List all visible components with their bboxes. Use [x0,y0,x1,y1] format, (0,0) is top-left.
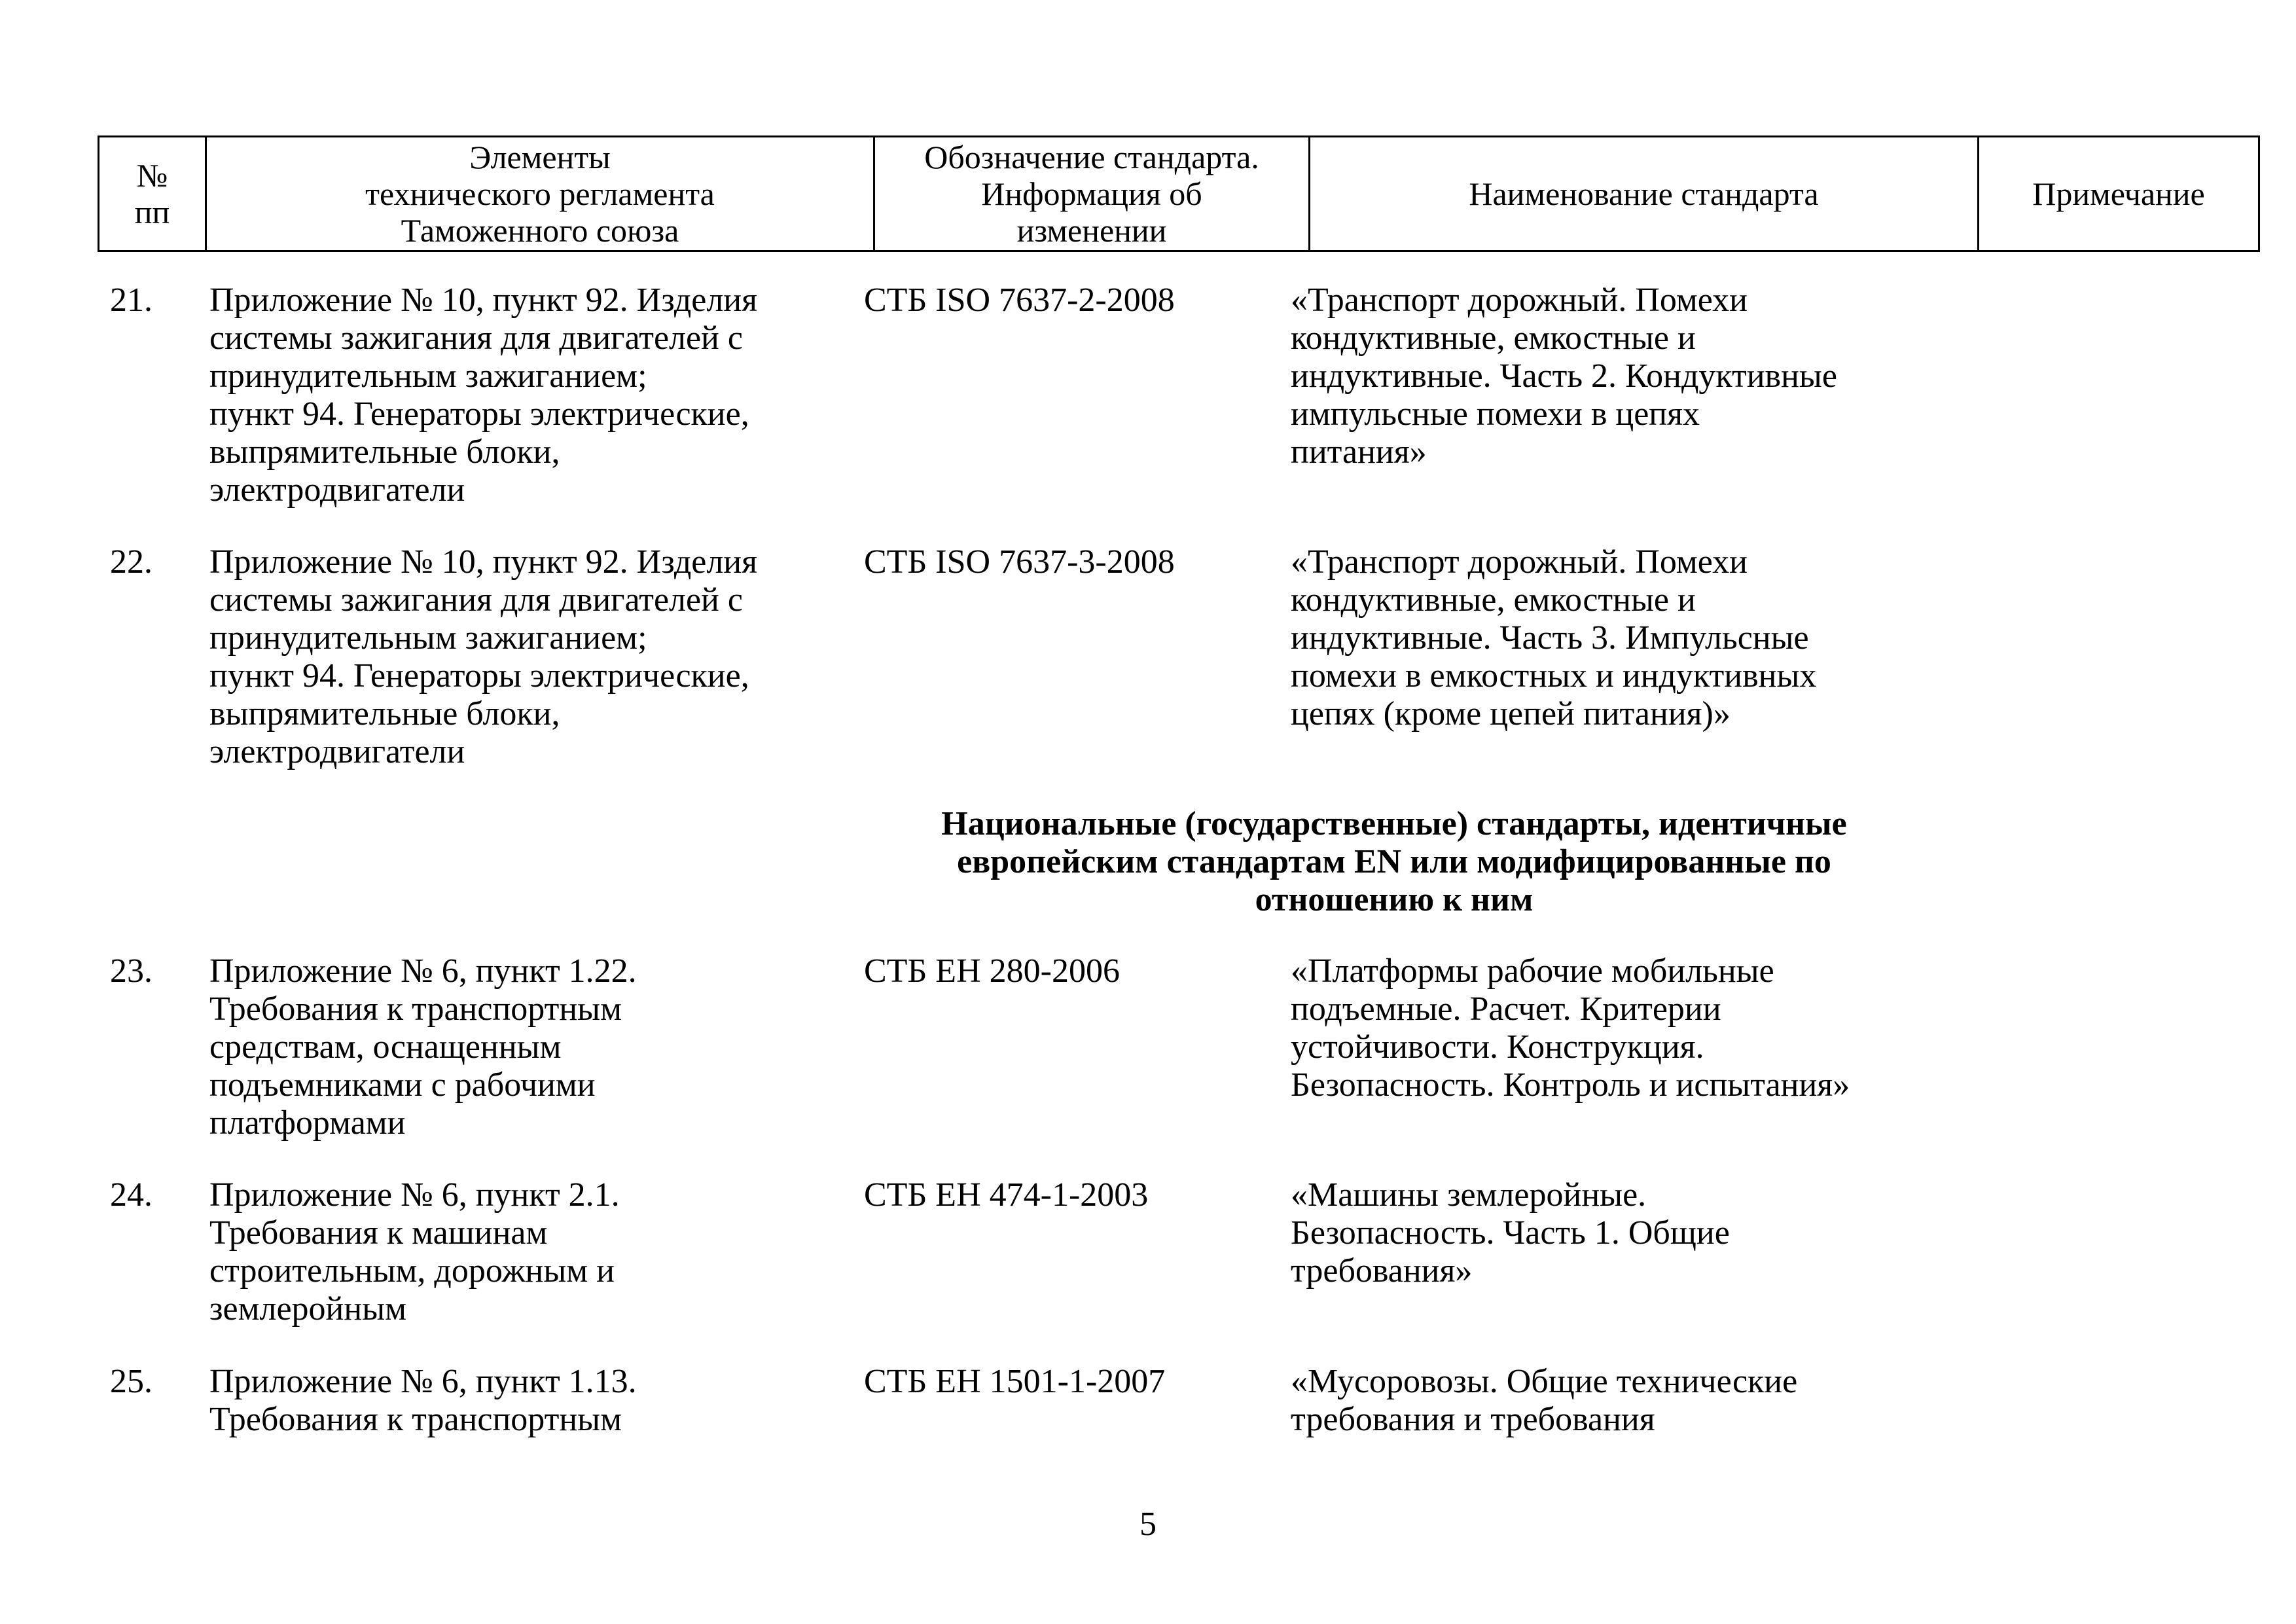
header-col-note: Примечание [1979,137,2259,251]
row-standard: СТБ ЕН 1501-1-2007 [864,1363,1166,1400]
row-number: 21. [110,281,152,319]
row-elements: Приложение № 6, пункт 1.22. Требования к транспортным средствам, оснащенным подъемниками с рабочими платформами [209,952,637,1142]
table-header [98,135,2260,252]
row-elements: Приложение № 6, пункт 1.13. Требования к транспортным [209,1363,637,1438]
row-number: 22. [110,543,152,581]
row-standard: СТБ ISO 7637-2-2008 [864,281,1175,319]
page-number: 5 [1139,1506,1157,1543]
row-elements: Приложение № 6, пункт 2.1. Требования к машинам строительным, дорожным и землеройным [209,1176,620,1327]
header-col-number: № пп [99,137,206,251]
row-elements: Приложение № 10, пункт 92. Изделия системы зажигания для двигателей с принудительным зажиганием; пункт 94. Генераторы электрические, выпрямительные блоки, электродвигатели [209,281,758,509]
header-row [99,137,2259,251]
header-col-name: Наименование стандарта [1310,137,1979,251]
row-number: 24. [110,1176,152,1214]
row-standard: СТБ ISO 7637-3-2008 [864,543,1175,581]
header-col-elements: Элементы технического регламента Таможенного союза [206,137,874,251]
row-standard-name: «Мусоровозы. Общие технические требования и требования [1291,1363,1798,1438]
section-heading: Национальные (государственные) стандарты, идентичные европейским стандартам EN или модифицированные по отношению к ним [941,805,1847,918]
row-number: 25. [110,1363,152,1400]
row-standard-name: «Транспорт дорожный. Помехи кондуктивные, емкостные и индуктивные. Часть 2. Кондуктивные импульсные помехи в цепях питания» [1291,281,1837,471]
row-standard-name: «Транспорт дорожный. Помехи кондуктивные, емкостные и индуктивные. Часть 3. Импульсные помехи в емкостных и индуктивных цепях (кроме цепей питания)» [1291,543,1817,732]
row-elements: Приложение № 10, пункт 92. Изделия системы зажигания для двигателей с принудительным зажиганием; пункт 94. Генераторы электрические, выпрямительные блоки, электродвигатели [209,543,758,770]
header-col-standard: Обозначение стандарта. Информация об изменении [874,137,1310,251]
row-number: 23. [110,952,152,990]
row-standard: СТБ ЕН 474-1-2003 [864,1176,1149,1214]
row-standard-name: «Машины землеройные. Безопасность. Часть 1. Общие требования» [1291,1176,1730,1290]
row-standard: СТБ ЕН 280-2006 [864,952,1120,990]
row-standard-name: «Платформы рабочие мобильные подъемные. Расчет. Критерии устойчивости. Конструкция. Безопасность. Контроль и испытания» [1291,952,1850,1104]
